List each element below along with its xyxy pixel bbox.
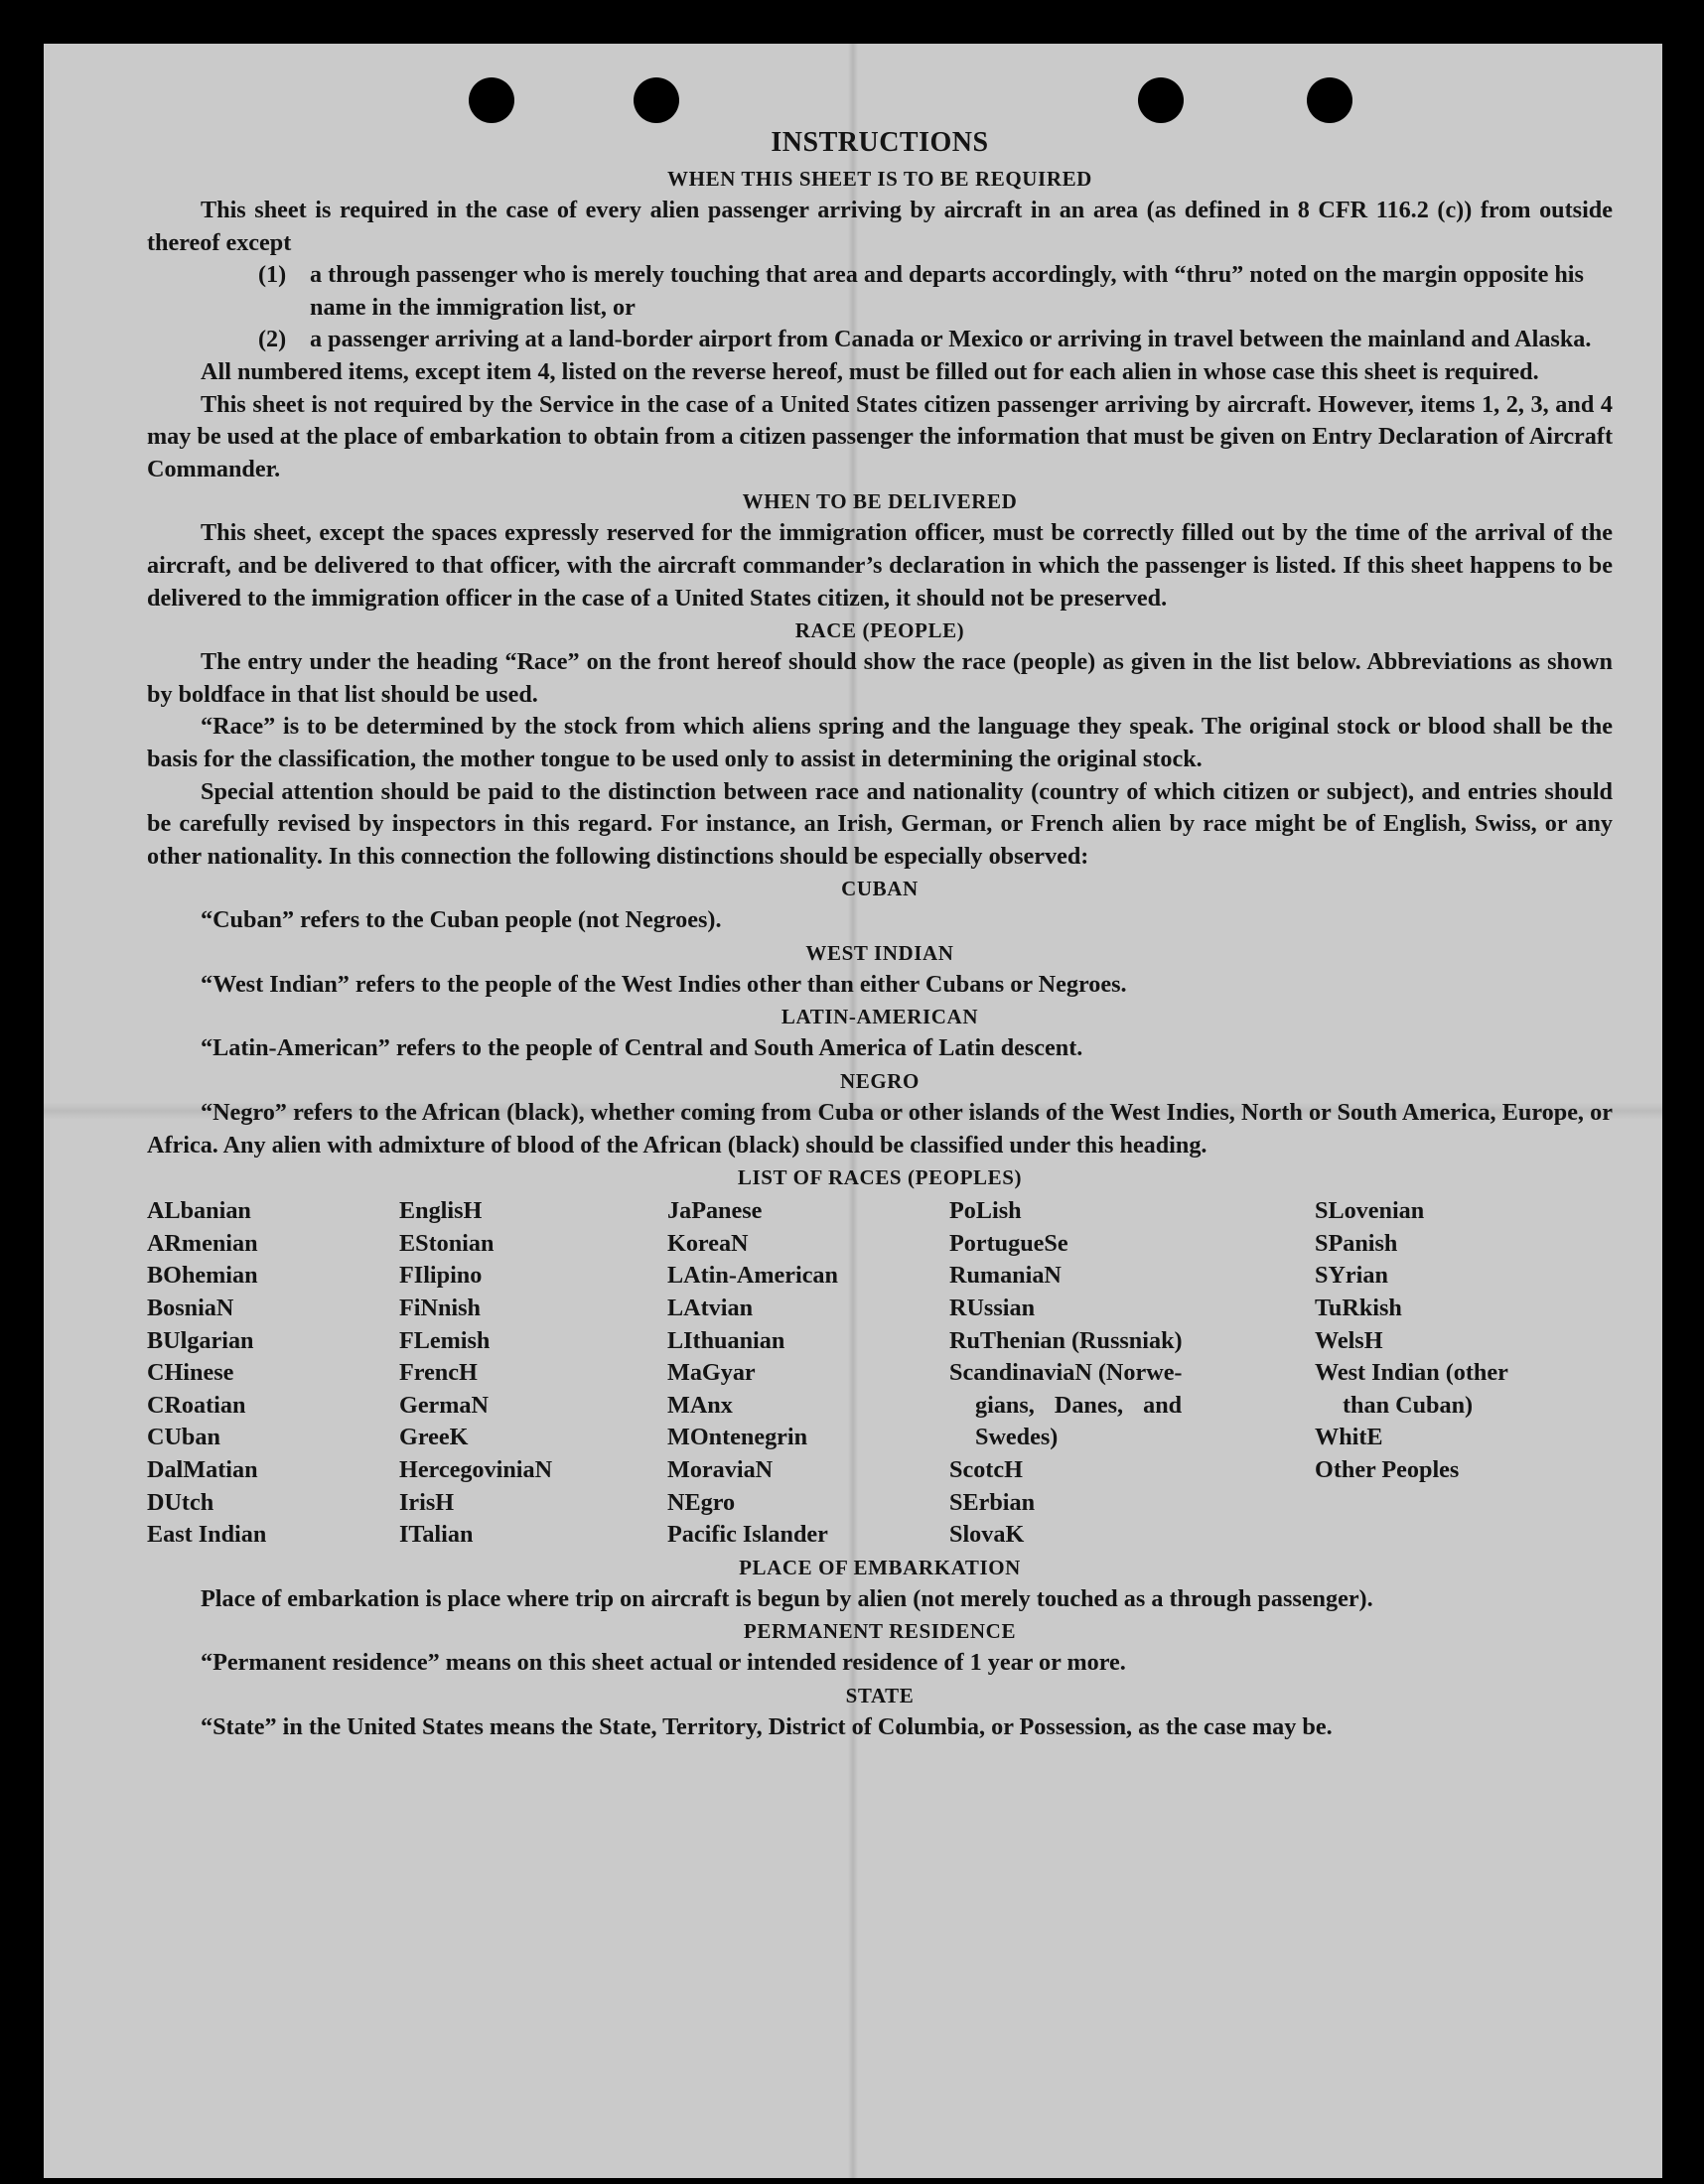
state-text: “State” in the United States means the State, Territory, District of Columbia, or Possession, as the case may be. (201, 1712, 1333, 1740)
race-entry-continuation: gians, Danes, and (975, 1391, 1183, 1419)
race-entry: ITalian (399, 1521, 474, 1549)
race-entry: EStonian (399, 1229, 495, 1257)
section-heading-west-indian: WEST INDIAN (805, 940, 954, 965)
punch-hole (1307, 77, 1352, 123)
race-entry: FiNnish (399, 1295, 481, 1322)
races-list (147, 1195, 1613, 1552)
section-heading-negro: NEGRO (839, 1069, 920, 1094)
race-entry-continuation: Swedes) (975, 1424, 1059, 1451)
races-column-4 (949, 1195, 1315, 1552)
race-entry: WhitE (1315, 1424, 1383, 1451)
race-entry: FLemish (399, 1326, 491, 1354)
race-entry: JaPanese (667, 1197, 763, 1225)
race-entry: BUlgarian (147, 1326, 254, 1354)
section-heading-cuban: CUBAN (841, 877, 919, 901)
race-entry: Other Peoples (1315, 1456, 1460, 1483)
section-heading-latin: LATIN-AMERICAN (781, 1005, 979, 1029)
item-number: (2) (258, 326, 287, 353)
negro-text: “Negro” refers to the African (black), whether coming from Cuba or other islands of the West Indies, North or South America, Europe, or Africa. Any alien with admixture of blood of the African (black) should be classified under this heading. (147, 1099, 1613, 1159)
race-entry: East Indian (147, 1521, 267, 1549)
race-entry: SYrian (1315, 1262, 1388, 1290)
delivered-text: This sheet, except the spaces expressly reserved for the immigration officer, must be correctly filled out by the time of the arrival of the aircraft, and be delivered to that officer, with the aircraft commander’s declaration in which the passenger is listed. If this sheet happens to be delivered to the immigration officer in the case of a United States citizen, it should not be preserved. (147, 519, 1613, 612)
race-entry: LIthuanian (667, 1326, 785, 1354)
exception-item (147, 324, 1613, 356)
race-entry: NEgro (667, 1488, 736, 1516)
race-entry: SlovaK (949, 1521, 1025, 1549)
instructions-content (147, 123, 1613, 1744)
punch-hole (634, 77, 679, 123)
race-entry: SLovenian (1315, 1197, 1425, 1225)
race-entry: IrisH (399, 1488, 455, 1516)
punch-hole (1138, 77, 1184, 123)
race-entry: SErbian (949, 1488, 1036, 1516)
race-entry: ARmenian (147, 1229, 258, 1257)
race-entry-continuation: than Cuban) (1343, 1391, 1474, 1419)
races-column-2 (399, 1195, 667, 1552)
west-indian-text: “West Indian” refers to the people of the West Indies other than either Cubans or Negroes. (201, 970, 1127, 998)
race-entry: CHinese (147, 1359, 234, 1387)
races-column-5 (1315, 1195, 1613, 1552)
latin-text: “Latin-American” refers to the people of Central and South America of Latin descent. (201, 1034, 1083, 1062)
race-entry: ALbanian (147, 1197, 251, 1225)
race-entry: FIlipino (399, 1262, 483, 1290)
section-heading-residence: PERMANENT RESIDENCE (743, 1619, 1017, 1644)
race-entry: TuRkish (1315, 1295, 1402, 1322)
race-entry: West Indian (other (1315, 1359, 1508, 1387)
race-entry: RUssian (949, 1295, 1036, 1322)
list-of-races-heading: LIST OF RACES (PEOPLES) (737, 1165, 1023, 1190)
section-heading-required: WHEN THIS SHEET IS TO BE REQUIRED (667, 167, 1092, 191)
race-entry: ScandinaviaN (Norwe- (949, 1359, 1183, 1387)
race-entry: ScotcH (949, 1456, 1023, 1483)
races-column-3 (667, 1195, 949, 1552)
race-entry: Pacific Islander (667, 1521, 828, 1549)
cuban-text: “Cuban” refers to the Cuban people (not Negroes). (201, 906, 722, 934)
race-entry: LAtin-American (667, 1262, 838, 1290)
race-para-1: The entry under the heading “Race” on the front hereof should show the race (people) as given in the list below. Abbreviations as shown by boldface in that list should be used. (147, 648, 1613, 708)
race-entry: MAnx (667, 1391, 733, 1419)
race-entry: SPanish (1315, 1229, 1398, 1257)
race-para-2: “Race” is to be determined by the stock from which aliens spring and the language they speak. The original stock or blood shall be the basis for the classification, the mother tongue to be used only to assist in determining the original stock. (147, 713, 1613, 772)
race-entry: MOntenegrin (667, 1424, 808, 1451)
punch-hole (469, 77, 514, 123)
race-entry: EnglisH (399, 1197, 483, 1225)
document-sheet (44, 44, 1662, 2178)
race-entry: RumaniaN (949, 1262, 1062, 1290)
exception-item (147, 259, 1613, 324)
race-entry: DUtch (147, 1488, 214, 1516)
race-entry: FrencH (399, 1359, 478, 1387)
race-entry: GermaN (399, 1391, 489, 1419)
race-entry: HercegoviniaN (399, 1456, 553, 1483)
residence-text: “Permanent residence” means on this sheet actual or intended residence of 1 year or more. (201, 1649, 1126, 1677)
race-para-3: Special attention should be paid to the distinction between race and nationality (country of which citizen or subject), and entries should be carefully revised by inspectors in this regard. For instance, an Irish, German, or French alien by race might be of English, Swiss, or any other nationality. In this connection the following distinctions should be especially observed: (147, 777, 1613, 870)
race-entry: MoraviaN (667, 1456, 774, 1483)
required-para-3: This sheet is not required by the Service in the case of a United States citizen passenger arriving by aircraft. However, items 1, 2, 3, and 4 may be used at the place of embarkation to obtain from a citizen passenger the information that must be given on Entry Declaration of Aircraft Commander. (147, 390, 1613, 482)
section-heading-state: STATE (845, 1683, 915, 1707)
race-entry: CUban (147, 1424, 220, 1451)
race-entry: WelsH (1315, 1326, 1383, 1354)
race-entry: BosniaN (147, 1295, 234, 1322)
embarkation-text: Place of embarkation is place where trip on aircraft is begun by alien (not merely touched as a through passenger). (201, 1584, 1373, 1612)
race-entry: CRoatian (147, 1391, 246, 1419)
section-heading-delivered: WHEN TO BE DELIVERED (742, 489, 1018, 514)
race-entry: DalMatian (147, 1456, 258, 1483)
race-entry: GreeK (399, 1424, 469, 1451)
required-para-2: All numbered items, except item 4, listed on the reverse hereof, must be filled out for each alien in whose case this sheet is required. (201, 357, 1539, 385)
race-entry: MaGyar (667, 1359, 756, 1387)
races-column-1 (147, 1195, 399, 1552)
item-number: (1) (258, 261, 287, 289)
required-intro: This sheet is required in the case of every alien passenger arriving by aircraft in an area (as defined in 8 CFR 116.2 (c)) from outside thereof except (147, 197, 1613, 256)
item-text: a through passenger who is merely touching that area and departs accordingly, with “thru” noted on the margin opposite his name in the immigration list, or (310, 261, 1584, 321)
page-title: INSTRUCTIONS (771, 127, 989, 158)
section-heading-race: RACE (PEOPLE) (794, 618, 965, 643)
race-entry: RuThenian (Russniak) (949, 1326, 1183, 1354)
race-entry: PoLish (949, 1197, 1022, 1225)
race-entry: BOhemian (147, 1262, 258, 1290)
section-heading-embarkation: PLACE OF EMBARKATION (739, 1555, 1021, 1579)
race-entry: LAtvian (667, 1295, 754, 1322)
race-entry: PortugueSe (949, 1229, 1068, 1257)
race-entry: KoreaN (667, 1229, 749, 1257)
item-text: a passenger arriving at a land-border airport from Canada or Mexico or arriving in travel between the mainland and Alaska. (310, 326, 1592, 353)
